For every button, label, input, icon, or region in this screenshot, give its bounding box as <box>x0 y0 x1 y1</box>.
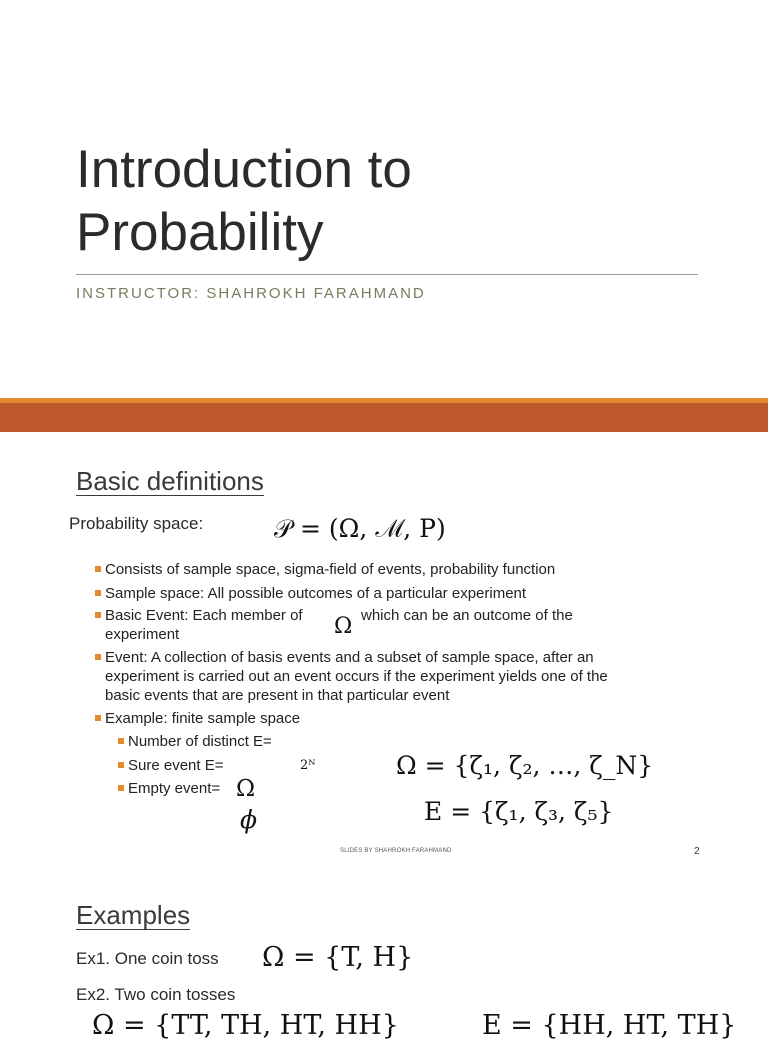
example-1-formula: Ω = {T, H} <box>262 942 414 973</box>
bullet-text-continued: basic events that are present in that particular event <box>105 687 450 704</box>
examples-heading <box>76 900 190 931</box>
bullet-item <box>105 648 594 667</box>
event-formula: E = {ζ₁, ζ₃, ζ₅} <box>424 797 614 826</box>
basic-definitions-heading <box>76 466 264 497</box>
bullet-text-continued: which can be an outcome of the <box>361 607 573 624</box>
bullet-square-icon <box>118 738 124 744</box>
sub-bullet-item <box>128 779 220 798</box>
sub-bullet-text: Sure event E= <box>128 757 224 774</box>
slide-title-line-1: Introduction to <box>76 140 412 199</box>
bullet-item <box>105 584 526 603</box>
sub-bullet-item <box>128 756 223 775</box>
two-to-the-n: 2ᴺ <box>300 758 316 773</box>
bullet-text: Sample space: All possible outcomes of a particular experiment <box>105 585 527 602</box>
heading-text: Examples <box>76 900 191 930</box>
example-2-formula: Ω = {TT, TH, HT, HH} <box>92 1010 399 1041</box>
heading-text: Basic definitions <box>76 466 264 496</box>
bullet-item <box>105 709 300 728</box>
example-2-label: Ex2. Two coin tosses <box>76 985 236 1004</box>
title-divider <box>76 274 698 275</box>
bullet-text: Example: finite sample space <box>105 710 301 727</box>
bullet-square-icon <box>118 785 124 791</box>
sub-bullet-item <box>128 732 272 751</box>
slide-title-line-2: Probability <box>76 203 324 262</box>
bullet-item <box>105 560 555 579</box>
bullet-square-icon <box>95 715 101 721</box>
section-band <box>0 403 768 432</box>
sure-event-omega: Ω <box>236 776 256 802</box>
bullet-square-icon <box>95 590 101 596</box>
bullet-square-icon <box>95 612 101 618</box>
bullet-text: Event: A collection of basis events and a subset of sample space, after an <box>105 649 594 666</box>
example-2-event: E = {HH, HT, TH} <box>482 1010 737 1041</box>
bullet-text: Consists of sample space, sigma-field of events, probability function <box>105 561 556 578</box>
bullet-text: Basic Event: Each member of <box>105 607 303 624</box>
bullet-text-continued: experiment <box>105 626 180 643</box>
page-number: 2 <box>694 846 700 857</box>
bullet-square-icon <box>118 762 124 768</box>
example-1-label: Ex1. One coin toss <box>76 949 219 968</box>
slide-footer: SLIDES BY SHAHROKH FARAHMAND <box>340 848 452 854</box>
omega-symbol: Ω <box>334 614 353 639</box>
bullet-square-icon <box>95 654 101 660</box>
probability-space-formula: 𝒫 = (Ω, ℳ, P) <box>274 514 446 543</box>
bullet-text-continued: experiment is carried out an event occurs if the experiment yields one of the <box>105 668 608 685</box>
sub-bullet-text: Empty event= <box>128 780 221 797</box>
bullet-item <box>105 606 303 625</box>
probability-space-label: Probability space: <box>69 514 204 533</box>
sub-bullet-text: Number of distinct E= <box>128 733 272 750</box>
sample-space-formula: Ω = {ζ₁, ζ₂, …, ζ_N} <box>396 751 654 780</box>
instructor-subtitle: INSTRUCTOR: SHAHROKH FARAHMAND <box>76 285 426 302</box>
bullet-square-icon <box>95 566 101 572</box>
empty-set-phi: ϕ <box>240 805 258 834</box>
